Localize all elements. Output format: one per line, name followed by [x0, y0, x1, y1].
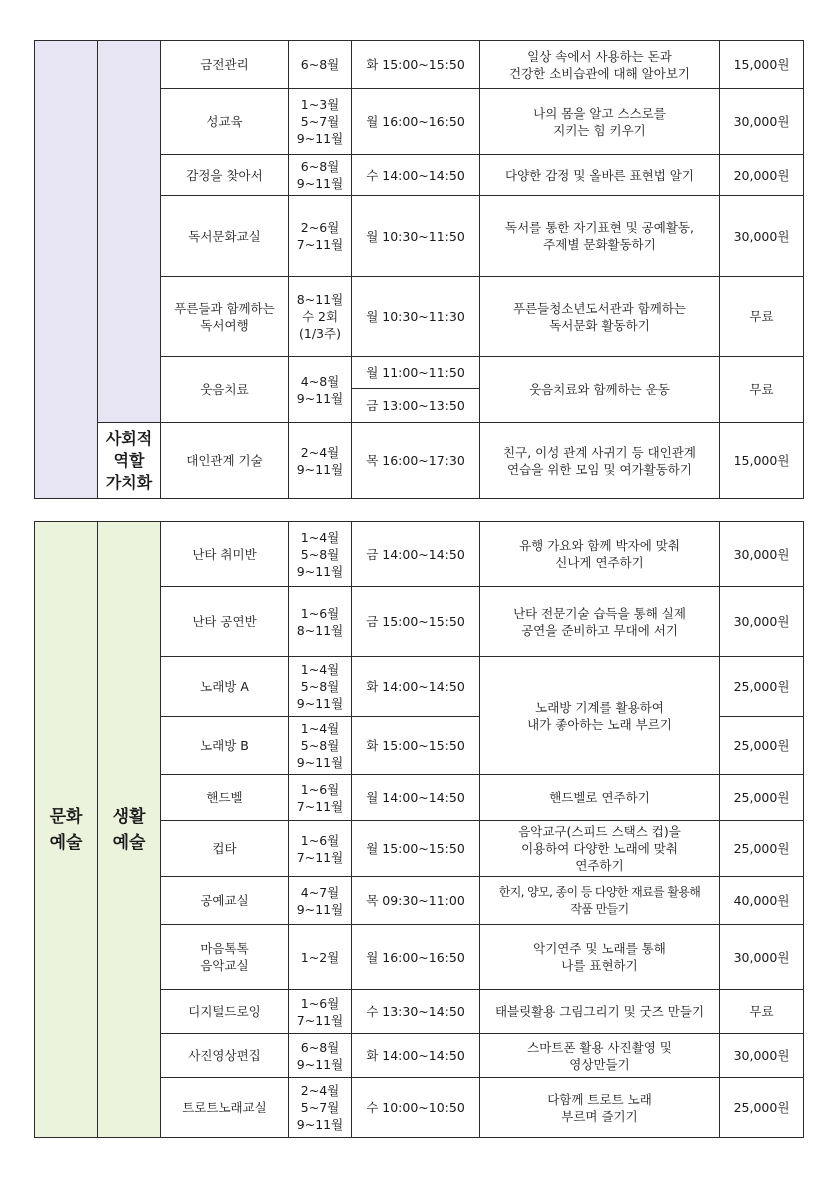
program-fee: 15,000원 [720, 41, 804, 89]
program-months: 1~6월 8~11월 [289, 587, 352, 657]
program-time: 화 15:00~15:50 [352, 41, 480, 89]
program-time: 월 10:30~11:30 [352, 277, 480, 357]
program-name: 트로트노래교실 [161, 1078, 289, 1138]
program-time: 수 13:30~14:50 [352, 990, 480, 1034]
program-time-2: 금 13:00~13:50 [352, 389, 480, 423]
subcategory-cell: 사회적 역할 가치화 [98, 423, 161, 499]
program-months: 2~4월 9~11월 [289, 423, 352, 499]
table-row [35, 522, 804, 587]
program-time: 월 10:30~11:50 [352, 196, 480, 277]
program-fee: 30,000원 [720, 587, 804, 657]
program-name: 푸른들과 함께하는 독서여행 [161, 277, 289, 357]
program-fee: 무료 [720, 357, 804, 423]
program-description: 일상 속에서 사용하는 돈과 건강한 소비습관에 대해 알아보기 [480, 41, 720, 89]
program-description: 친구, 이성 관계 사귀기 등 대인관계 연습을 위한 모임 및 여가활동하기 [480, 423, 720, 499]
program-description: 음악교구(스피드 스택스 컵)을 이용하여 다양한 노래에 맞춰 연주하기 [480, 821, 720, 877]
program-months: 1~6월 7~11월 [289, 775, 352, 821]
program-time: 금 14:00~14:50 [352, 522, 480, 587]
program-table-1 [34, 40, 804, 499]
program-months: 1~3월 5~7월 9~11월 [289, 89, 352, 155]
program-name: 독서문화교실 [161, 196, 289, 277]
program-fee: 무료 [720, 277, 804, 357]
program-description: 독서를 통한 자기표현 및 공예활동, 주제별 문화활동하기 [480, 196, 720, 277]
program-time: 수 14:00~14:50 [352, 155, 480, 196]
program-time: 화 14:00~14:50 [352, 657, 480, 717]
program-months: 1~6월 7~11월 [289, 821, 352, 877]
program-months: 6~8월 9~11월 [289, 1034, 352, 1078]
program-description: 스마트폰 활용 사진촬영 및 영상만들기 [480, 1034, 720, 1078]
program-name: 성교육 [161, 89, 289, 155]
program-time: 수 10:00~10:50 [352, 1078, 480, 1138]
program-time: 화 14:00~14:50 [352, 1034, 480, 1078]
program-name: 웃음치료 [161, 357, 289, 423]
program-description: 나의 몸을 알고 스스로를 지키는 힘 키우기 [480, 89, 720, 155]
program-description: 노래방 기계를 활용하여 내가 좋아하는 노래 부르기 [480, 657, 720, 775]
subcategory-cell [98, 41, 161, 423]
program-time: 월 16:00~16:50 [352, 89, 480, 155]
program-fee: 30,000원 [720, 925, 804, 990]
program-description: 난타 전문기술 습득을 통해 실제 공연을 준비하고 무대에 서기 [480, 587, 720, 657]
program-description: 핸드벨로 연주하기 [480, 775, 720, 821]
program-fee: 30,000원 [720, 196, 804, 277]
program-name: 노래방 B [161, 717, 289, 775]
program-months: 1~4월 5~8월 9~11월 [289, 522, 352, 587]
category-cell: 문화 예술 [35, 522, 98, 1138]
program-fee: 40,000원 [720, 877, 804, 925]
program-fee: 25,000원 [720, 821, 804, 877]
program-fee: 30,000원 [720, 89, 804, 155]
program-time: 목 16:00~17:30 [352, 423, 480, 499]
program-description: 푸른들청소년도서관과 함께하는 독서문화 활동하기 [480, 277, 720, 357]
program-fee: 25,000원 [720, 1078, 804, 1138]
program-time: 금 15:00~15:50 [352, 587, 480, 657]
category-cell [35, 41, 98, 499]
program-fee: 25,000원 [720, 717, 804, 775]
program-months: 1~6월 7~11월 [289, 990, 352, 1034]
program-time: 목 09:30~11:00 [352, 877, 480, 925]
program-months: 1~4월 5~8월 9~11월 [289, 717, 352, 775]
program-fee: 25,000원 [720, 775, 804, 821]
table-row [35, 423, 804, 499]
program-fee: 25,000원 [720, 657, 804, 717]
program-time: 월 11:00~11:50 [352, 357, 480, 389]
program-months: 4~8월 9~11월 [289, 357, 352, 423]
program-time: 화 15:00~15:50 [352, 717, 480, 775]
program-name: 난타 취미반 [161, 522, 289, 587]
program-months: 4~7월 9~11월 [289, 877, 352, 925]
program-months: 1~2월 [289, 925, 352, 990]
program-name: 공예교실 [161, 877, 289, 925]
program-months: 2~4월 5~7월 9~11월 [289, 1078, 352, 1138]
program-description: 웃음치료와 함께하는 운동 [480, 357, 720, 423]
program-description: 유행 가요와 함께 박자에 맞춰 신나게 연주하기 [480, 522, 720, 587]
program-time: 월 14:00~14:50 [352, 775, 480, 821]
program-fee: 20,000원 [720, 155, 804, 196]
program-fee: 15,000원 [720, 423, 804, 499]
program-months: 1~4월 5~8월 9~11월 [289, 657, 352, 717]
program-months: 6~8월 [289, 41, 352, 89]
program-name: 사진영상편집 [161, 1034, 289, 1078]
program-months: 2~6월 7~11월 [289, 196, 352, 277]
program-name: 컵타 [161, 821, 289, 877]
program-name: 디지털드로잉 [161, 990, 289, 1034]
program-table-2 [34, 521, 804, 1138]
program-name: 감정을 찾아서 [161, 155, 289, 196]
program-name: 금전관리 [161, 41, 289, 89]
program-name: 노래방 A [161, 657, 289, 717]
program-time: 월 16:00~16:50 [352, 925, 480, 990]
program-description: 다양한 감정 및 올바른 표현법 알기 [480, 155, 720, 196]
program-description: 다함께 트로트 노래 부르며 즐기기 [480, 1078, 720, 1138]
program-description: 악기연주 및 노래를 통해 나를 표현하기 [480, 925, 720, 990]
subcategory-cell: 생활 예술 [98, 522, 161, 1138]
program-name: 마음톡톡 음악교실 [161, 925, 289, 990]
program-months: 6~8월 9~11월 [289, 155, 352, 196]
program-time: 월 15:00~15:50 [352, 821, 480, 877]
program-fee: 무료 [720, 990, 804, 1034]
program-name: 핸드벨 [161, 775, 289, 821]
program-fee: 30,000원 [720, 1034, 804, 1078]
program-months: 8~11월 수 2회 (1/3주) [289, 277, 352, 357]
program-name: 대인관계 기술 [161, 423, 289, 499]
program-description: 한지, 양모, 종이 등 다양한 재료를 활용해 작품 만들기 [480, 877, 720, 925]
program-description: 태블릿활용 그림그리기 및 굿즈 만들기 [480, 990, 720, 1034]
table-row [35, 41, 804, 89]
program-fee: 30,000원 [720, 522, 804, 587]
program-name: 난타 공연반 [161, 587, 289, 657]
